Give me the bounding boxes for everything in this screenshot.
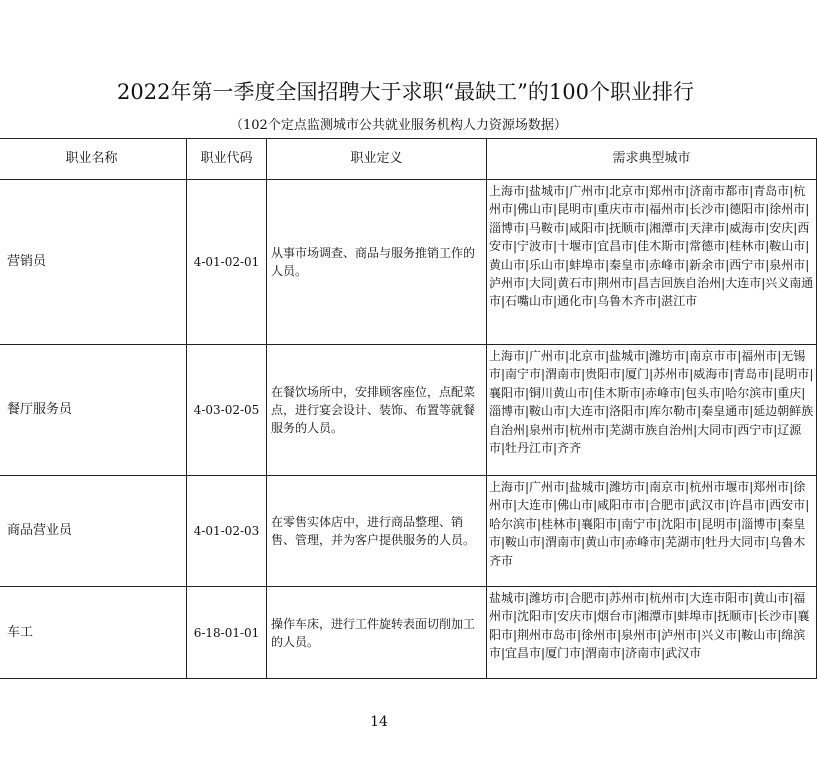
typical-cities: 盐城市|潍坊市|合肥市|苏州市|杭州市|大连市阳市|黄山市|福州市|沈阳市|安庆市|烟台市|湘潭市|蚌埠市|抚顺市|长沙市|襄阳市|荆州市岛市|徐州市|泉州市|泸州市|兴义市|鞍山市|绵滨市|宜昌市|厦门市|渭南市|济南市|武汉市: [487, 587, 817, 679]
occupation-definition: 操作车床，进行工件旋转表面切削加工的人员。: [267, 587, 487, 679]
table-row: [0, 587, 817, 679]
occupation-code: 4-03-02-05: [187, 345, 267, 476]
occupation-definition: 从事市场调查、商品与服务推销工作的人员。: [267, 180, 487, 345]
page-number: 14: [370, 714, 388, 730]
typical-cities: 上海市|盐城市|广州市|北京市|郑州市|济南市都市|青岛市|杭州市|佛山市|昆明市|重庆市市|福州市|长沙市|德阳市|徐州市|淄博市|马鞍市|咸阳市|抚顺市|湘潭市|天津市|威海市|安庆|西安市|宁波市|十堰市|宜昌市|佳木斯市|常德市|桂林市|鞍山市|黄山市|乐山市|蚌埠市|秦皇市|赤峰市|新余市|西宁市|泉州市|泸州市|大同|黄石市|荆州市|昌吉回族自治州|大连市|兴义南通市|石嘴山市|通化市|乌鲁木齐市|湛江市: [487, 180, 817, 345]
table-row: [0, 180, 817, 345]
header-typical-cities: 需求典型城市: [487, 139, 817, 180]
occupation-name: 营销员: [0, 180, 187, 345]
occupation-name: 车工: [0, 587, 187, 679]
header-occupation-definition: 职业定义: [267, 139, 487, 180]
occupation-code: 4-01-02-03: [187, 476, 267, 587]
header-occupation-code: 职业代码: [187, 139, 267, 180]
header-occupation-name: 职业名称: [0, 139, 187, 180]
occupation-name: 餐厅服务员: [0, 345, 187, 476]
table-header-row: [0, 139, 817, 180]
occupation-name: 商品营业员: [0, 476, 187, 587]
document-title: 2022年第一季度全国招聘大于求职“最缺工”的100个职业排行: [117, 80, 694, 104]
table-row: [0, 476, 817, 587]
typical-cities: 上海市|广州市|盐城市|潍坊市|南京市|杭州市堰市|郑州市|徐州市|大连市|佛山市|咸阳市市|合肥市|武汉市|许昌市|西安市|哈尔滨市|桂林市|襄阳市|南宁市|沈阳市|昆明市|淄博市|秦皇市|鞍山市|渭南市|黄山市|赤峰市|芜湖市|牡丹大同市|乌鲁木齐市: [487, 476, 817, 587]
occupation-definition: 在餐饮场所中，安排顾客座位，点配菜点，进行宴会设计、装饰、布置等就餐服务的人员。: [267, 345, 487, 476]
typical-cities: 上海市|广州市|北京市|盐城市|潍坊市|南京市市|福州市|无锡市|南宁市|渭南市|贵阳市|厦门|苏州市|威海市|青岛市|昆明市|襄阳市|铜川黄山市|佳木斯市|赤峰市|包头市|哈尔滨市|重庆|淄博市|鞍山市|大连市|洛阳市|库尔勒市|秦皇通市|延边朝鲜族自治州|泉州市|杭州市|芜湖市族自治州|大同市|西宁市|辽源市|牡丹江市|齐齐: [487, 345, 817, 476]
table-row: [0, 345, 817, 476]
occupation-table: [0, 138, 817, 679]
occupation-code: 4-01-02-01: [187, 180, 267, 345]
occupation-code: 6-18-01-01: [187, 587, 267, 679]
document-subtitle: （102个定点监测城市公共就业服务机构人力资源场数据）: [230, 118, 567, 133]
occupation-definition: 在零售实体店中，进行商品整理、销售、管理，并为客户提供服务的人员。: [267, 476, 487, 587]
